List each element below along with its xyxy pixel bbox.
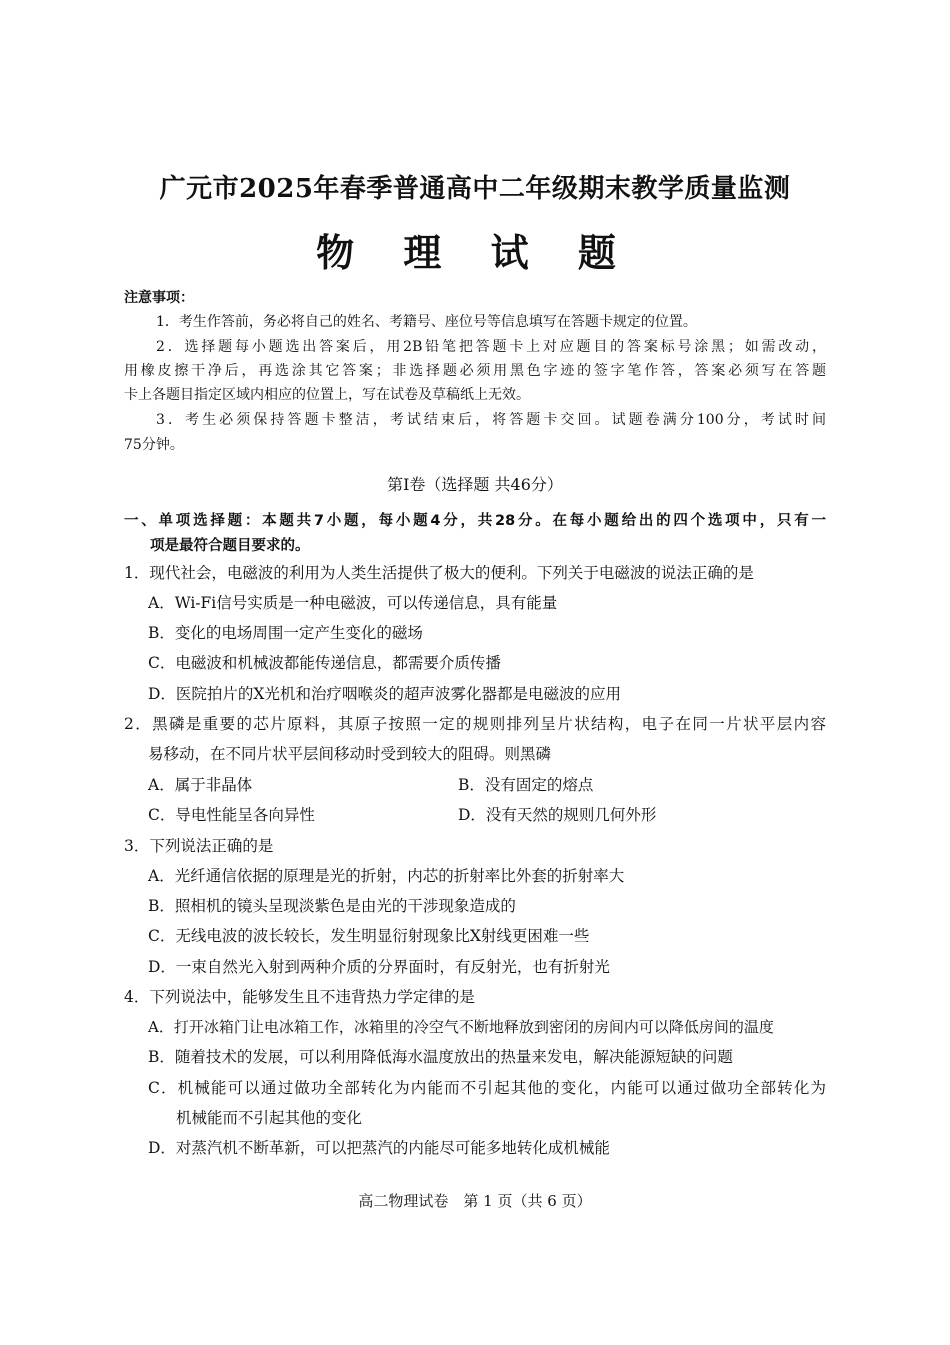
section-heading-line-2: 项是最符合题目要求的。 xyxy=(150,538,310,554)
q2-stem-line-1: 2．黑磷是重要的芯片原料，其原子按照一定的规则排列呈片状结构，电子在同一片状平层内容 xyxy=(124,715,826,733)
q3-option-c: C．无线电波的波长较长，发生明显衍射现象比X射线更困难一些 xyxy=(148,927,590,945)
exam-title: 广元市2025年春季普通高中二年级期末教学质量监测 xyxy=(159,174,791,204)
page-footer: 高二物理试卷 第 1 页（共 6 页） xyxy=(358,1192,592,1210)
q1-option-b: B．变化的电场周围一定产生变化的磁场 xyxy=(148,624,423,642)
notice-item-1: 1．考生作答前，务必将自己的姓名、考籍号、座位号等信息填写在答题卡规定的位置。 xyxy=(156,314,697,330)
q2-option-d: D．没有天然的规则几何外形 xyxy=(458,806,657,824)
q3-option-d: D．一束自然光入射到两种介质的分界面时，有反射光，也有折射光 xyxy=(148,958,610,976)
q1-option-c: C．电磁波和机械波都能传递信息，都需要介质传播 xyxy=(148,654,501,672)
q2-option-b: B．没有固定的熔点 xyxy=(458,776,594,794)
q2-option-a: A．属于非晶体 xyxy=(148,776,253,794)
notice-item-3-line-2: 75分钟。 xyxy=(124,437,184,453)
q4-option-b: B．随着技术的发展，可以利用降低海水温度放出的热量来发电，解决能源短缺的问题 xyxy=(148,1048,733,1066)
notice-item-2-line-1: 2．选择题每小题选出答案后，用2B铅笔把答题卡上对应题目的答案标号涂黑；如需改动， xyxy=(156,339,826,355)
q3-option-a: A．光纤通信依据的原理是光的折射，内芯的折射率比外套的折射率大 xyxy=(148,867,625,885)
q1-stem: 1．现代社会，电磁波的利用为人类生活提供了极大的便利。下列关于电磁波的说法正确的是 xyxy=(124,564,754,582)
subject-title: 物 理 试 题 xyxy=(316,230,634,275)
q1-option-d: D．医院拍片的X光机和治疗咽喉炎的超声波雾化器都是电磁波的应用 xyxy=(148,685,621,703)
section-title: 第Ⅰ卷（选择题 共46分） xyxy=(387,475,563,494)
section-heading-line-1: 一、单项选择题：本题共7小题，每小题4分，共28分。在每小题给出的四个选项中，只有一 xyxy=(124,513,826,529)
q4-option-c-line-1: C．机械能可以通过做功全部转化为内能而不引起其他的变化，内能可以通过做功全部转化为 xyxy=(148,1079,826,1097)
q1-option-a: A．Wi-Fi信号实质是一种电磁波，可以传递信息，具有能量 xyxy=(148,594,558,612)
q2-stem-line-2: 易移动，在不同片状平层间移动时受到较大的阻碍。则黑磷 xyxy=(148,745,552,763)
q4-option-c-line-2: 机械能而不引起其他的变化 xyxy=(176,1109,363,1127)
notice-title: 注意事项： xyxy=(124,290,194,306)
q2-option-c: C．导电性能呈各向异性 xyxy=(148,806,315,824)
q4-option-a: A．打开冰箱门让电冰箱工作，冰箱里的冷空气不断地释放到密闭的房间内可以降低房间的温度 xyxy=(148,1018,774,1036)
notice-item-2-line-2: 用橡皮擦干净后，再选涂其它答案；非选择题必须用黑色字迹的签字笔作答，答案必须写在答题 xyxy=(124,363,826,379)
q4-option-d: D．对蒸汽机不断革新，可以把蒸汽的内能尽可能多地转化成机械能 xyxy=(148,1139,610,1157)
q3-option-b: B．照相机的镜头呈现淡紫色是由光的干涉现象造成的 xyxy=(148,897,516,915)
notice-item-2-line-3: 卡上各题目指定区域内相应的位置上，写在试卷及草稿纸上无效。 xyxy=(124,387,530,403)
q4-stem: 4．下列说法中，能够发生且不违背热力学定律的是 xyxy=(124,988,475,1006)
notice-item-3-line-1: 3．考生必须保持答题卡整洁，考试结束后，将答题卡交回。试题卷满分100分，考试时间 xyxy=(156,412,826,428)
q3-stem: 3．下列说法正确的是 xyxy=(124,837,274,855)
